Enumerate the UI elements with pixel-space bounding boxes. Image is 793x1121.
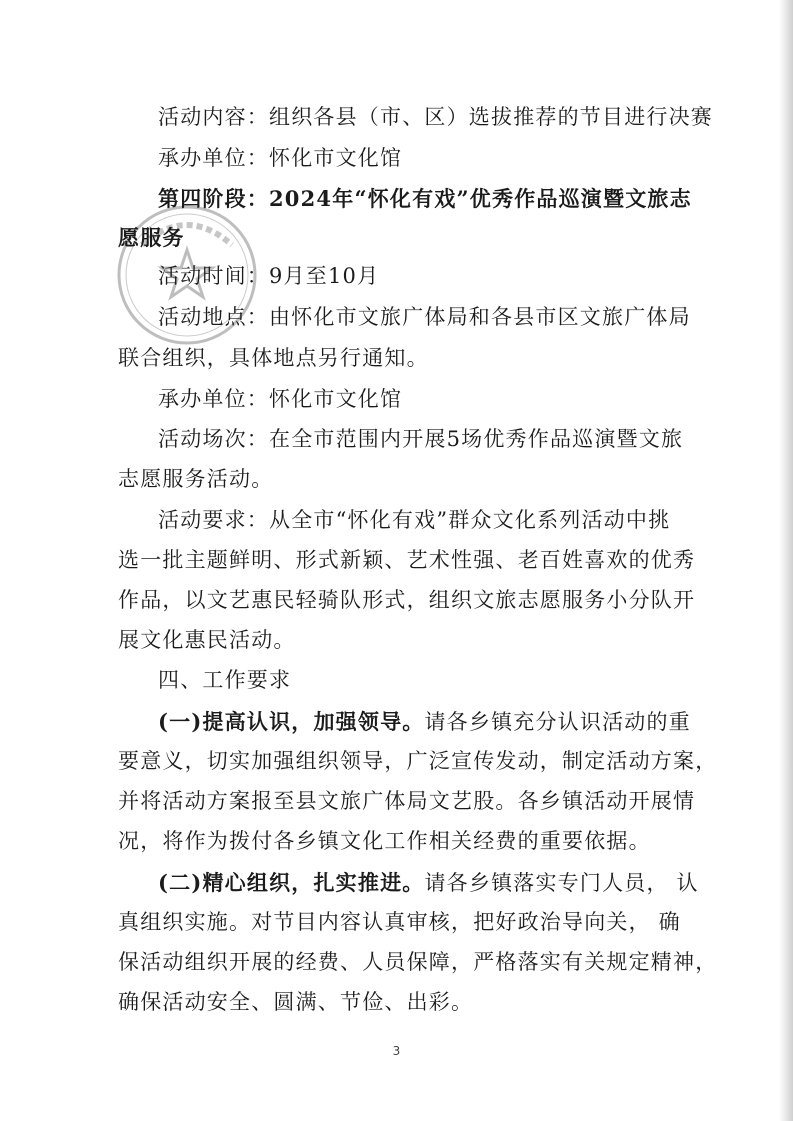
section4-p1-line1 — [158, 711, 718, 733]
page-number: 3 — [392, 1044, 401, 1058]
section4-p1-line2: 要意义，切实加强组织领导，广泛宣传发动，制定活动方案， — [118, 749, 718, 773]
stage4-sessions-line1: 活动场次：在全市范围内开展5场优秀作品巡演暨文旅 — [158, 427, 684, 451]
stage4-requirements-line3: 作品，以文艺惠民轻骑队形式，组织文旅志愿服务小分队开 — [118, 588, 696, 612]
stage4-heading-line1: 第四阶段：2024年“怀化有戏”优秀作品巡演暨文旅志 — [158, 186, 692, 211]
section4-heading: 四、工作要求 — [158, 668, 292, 692]
stage3-content: 活动内容：组织各县（市、区）选拔推荐的节目进行决赛 — [158, 105, 713, 129]
stage4-requirements-line2: 选一批主题鲜明、形式新颖、艺术性强、老百姓喜欢的优秀 — [118, 548, 696, 572]
section4-p2-bold: (二)精心组织，扎实推进。 — [158, 870, 425, 895]
section4-p2-line4: 确保活动安全、圆满、节俭、出彩。 — [118, 990, 474, 1014]
section4-p1-bold: (一)提高认识，加强领导。 — [158, 709, 425, 734]
section4-p1-line3: 并将活动方案报至县文旅广体局文艺股。各乡镇活动开展情 — [118, 789, 696, 813]
section4-p2-line3: 保活动组织开展的经费、人员保障，严格落实有关规定精神， — [118, 950, 718, 974]
stage4-requirements-line1: 活动要求：从全市“怀化有戏”群众文化系列活动中挑 — [158, 508, 671, 532]
stage4-organizer: 承办单位：怀化市文化馆 — [158, 387, 403, 411]
scan-edge — [779, 0, 793, 1121]
section4-p2-line1 — [158, 872, 718, 894]
stage4-place-line1: 活动地点：由怀化市文旅广体局和各县市区文旅广体局 — [158, 305, 691, 329]
stage4-heading-line2: 愿服务 — [118, 225, 185, 250]
section4-p2-line2: 真组织实施。对节目内容认真审核，把好政治导向关， 确 — [118, 910, 681, 934]
section4-p1-line4: 况，将作为拨付各乡镇文化工作相关经费的重要依据。 — [118, 829, 651, 853]
section4-p2-rest: 请各乡镇落实专门人员， 认 — [424, 871, 699, 895]
stage3-organizer: 承办单位：怀化市文化馆 — [158, 146, 403, 170]
stage4-requirements-line4: 展文化惠民活动。 — [118, 628, 296, 652]
stage4-sessions-line2: 志愿服务活动。 — [118, 467, 274, 491]
stage4-time: 活动时间：9月至10月 — [158, 264, 380, 288]
section4-p1-rest: 请各乡镇充分认识活动的重 — [424, 710, 691, 734]
stage4-place-line2: 联合组织，具体地点另行通知。 — [118, 346, 429, 370]
